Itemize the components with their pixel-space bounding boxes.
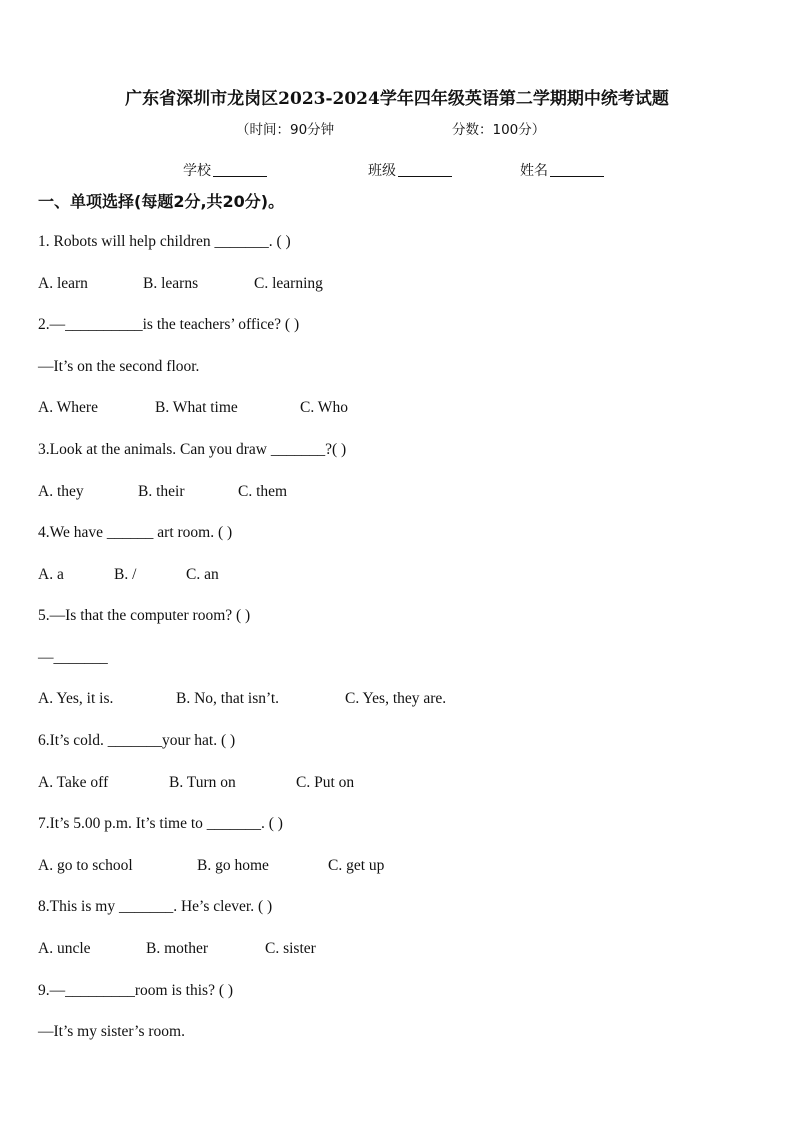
question-1-option-b[interactable]: B. learns [143, 275, 199, 292]
question-6-option-b[interactable]: B. Turn on [169, 774, 236, 791]
name-blank[interactable] [550, 176, 604, 177]
question-8-option-b[interactable]: B. mother [146, 940, 208, 957]
question-8-option-a[interactable]: A. uncle [38, 940, 91, 957]
school-blank[interactable] [213, 176, 267, 177]
name-label: 姓名 [520, 163, 548, 179]
question-7-option-b[interactable]: B. go home [197, 857, 269, 874]
question-4-option-b[interactable]: B. / [114, 566, 137, 583]
name-field [520, 160, 604, 180]
question-9-answer-line: —It’s my sister’s room. [38, 1023, 185, 1040]
question-8-option-c[interactable]: C. sister [265, 940, 316, 957]
question-7-stem: 7.It’s 5.00 p.m. It’s time to _______. ( ) [38, 815, 283, 832]
question-3-stem: 3.Look at the animals. Can you draw _______?( ) [38, 441, 347, 458]
total-score: 分数：100分） [452, 122, 546, 138]
school-field [183, 160, 267, 180]
class-label: 班级 [368, 163, 396, 179]
question-6-stem: 6.It’s cold. _______your hat. ( ) [38, 732, 236, 749]
question-3-option-c[interactable]: C. them [238, 483, 288, 500]
question-2-option-a[interactable]: A. Where [38, 399, 98, 416]
question-4-stem: 4.We have ______ art room. ( ) [38, 524, 233, 541]
question-5-option-c[interactable]: C. Yes, they are. [345, 690, 447, 707]
exam-title: 广东省深圳市龙岗区2023-2024学年四年级英语第二学期期中统考试题 [125, 89, 669, 109]
question-2-option-b[interactable]: B. What time [155, 399, 238, 416]
class-blank[interactable] [398, 176, 452, 177]
question-1-option-a[interactable]: A. learn [38, 275, 88, 292]
section-heading: 一、单项选择(每题2分,共20分)。 [38, 192, 285, 211]
question-5-option-b[interactable]: B. No, that isn’t. [176, 690, 280, 707]
school-label: 学校 [183, 163, 211, 179]
question-5-answer-line: —_______ [38, 649, 108, 666]
question-7-option-c[interactable]: C. get up [328, 857, 385, 874]
question-2-option-c[interactable]: C. Who [300, 399, 348, 416]
question-6-option-c[interactable]: C. Put on [296, 774, 355, 791]
class-field [368, 160, 452, 180]
question-2-stem: 2.—__________is the teachers’ office? ( ) [38, 316, 300, 333]
question-5-stem: 5.—Is that the computer room? ( ) [38, 607, 251, 624]
question-2-answer-line: —It’s on the second floor. [38, 358, 200, 375]
question-9-stem: 9.—_________room is this? ( ) [38, 982, 234, 999]
question-4-option-a[interactable]: A. a [38, 566, 64, 583]
question-3-option-a[interactable]: A. they [38, 483, 84, 500]
question-4-option-c[interactable]: C. an [186, 566, 219, 583]
question-1-option-c[interactable]: C. learning [254, 275, 323, 292]
question-6-option-a[interactable]: A. Take off [38, 774, 109, 791]
question-8-stem: 8.This is my _______. He’s clever. ( ) [38, 898, 273, 915]
question-1-stem: 1. Robots will help children _______. ( ) [38, 233, 291, 250]
time-limit: （时间：90分钟 [236, 122, 335, 138]
question-3-option-b[interactable]: B. their [138, 483, 185, 500]
question-7-option-a[interactable]: A. go to school [38, 857, 133, 874]
question-5-option-a[interactable]: A. Yes, it is. [38, 690, 114, 707]
